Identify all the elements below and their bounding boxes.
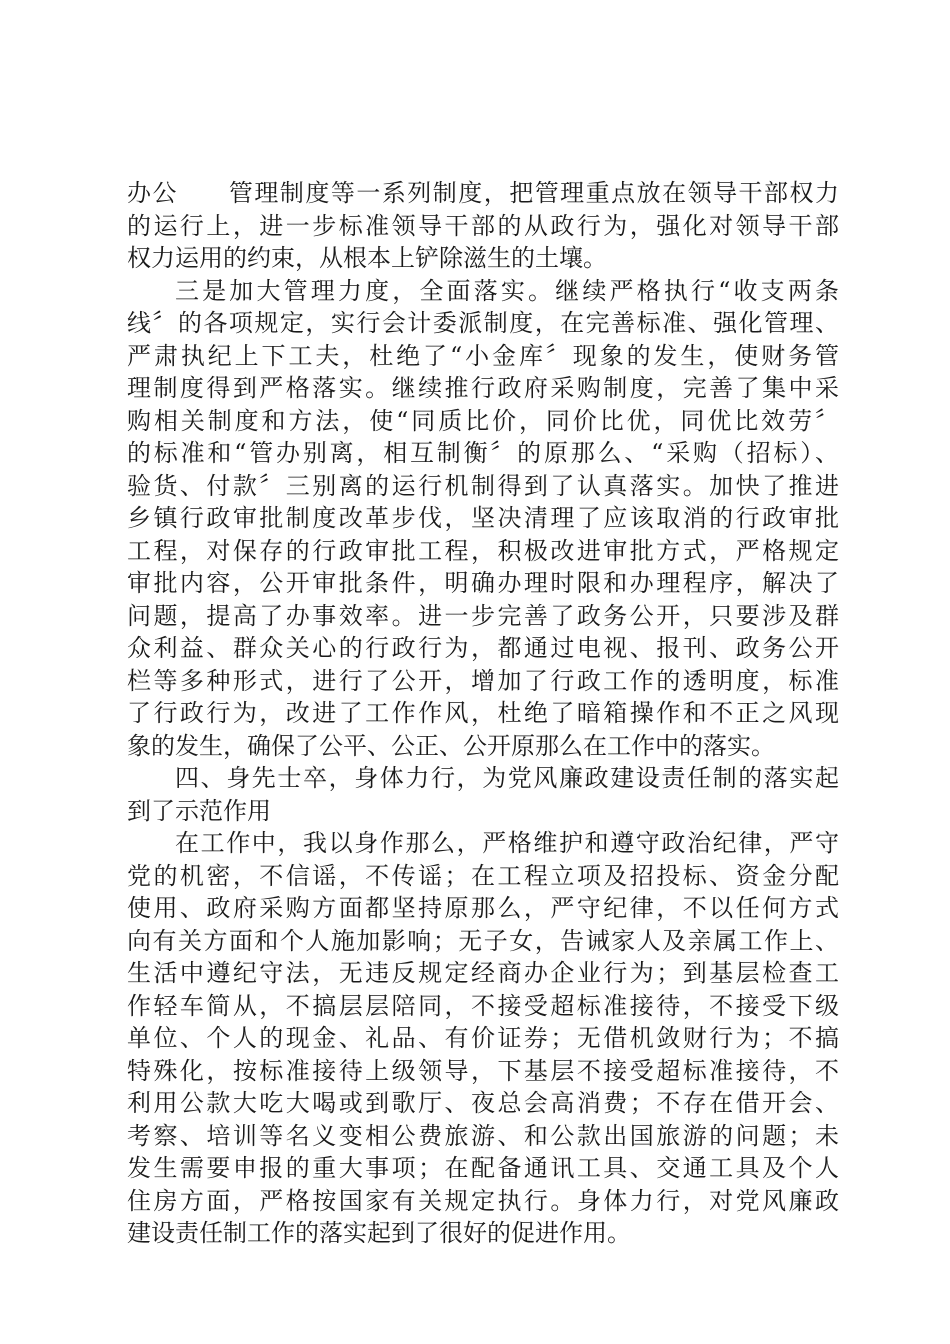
text-line: 工程，对保存的行政审批工程，积极改进审批方式，严格规定	[127, 536, 839, 565]
text-line: 使用、政府采购方面都坚持原那么，严守纪律，不以任何方式	[127, 894, 839, 922]
document-body	[127, 177, 839, 1250]
text-line: 建设责任制工作的落实起到了很好的促进作用。	[127, 1219, 631, 1247]
text-line: 理制度得到严格落实。继续推行政府采购制度，完善了集中采	[127, 374, 839, 402]
text-line: 在工作中，我以身作那么，严格维护和遵守政治纪律，严守	[175, 829, 839, 857]
text-line: 众利益、群众关心的行政行为，都通过电视、报刊、政务公开	[127, 634, 839, 662]
text-line: 问题，提高了办事效率。进一步完善了政务公开，只要涉及群	[127, 601, 839, 630]
text-line: 特殊化，按标准接待上级领导，下基层不接受超标准接待，不	[127, 1056, 839, 1085]
text-line: 发生需要申报的重大事项；在配备通讯工具、交通工具及个人	[127, 1154, 839, 1182]
text-line: 到了示范作用	[127, 796, 271, 825]
text-line: 线〞的各项规定，实行会计委派制度，在完善标准、强化管理、	[127, 309, 839, 337]
text-line: 四、身先士卒，身体力行，为党风廉政建设责任制的落实起	[175, 764, 839, 792]
text-line: 权力运用的约束，从根本上铲除滋生的土壤。	[127, 244, 607, 272]
text-line: 办公 管理制度等一系列制度，把管理重点放在领导干部权力	[127, 179, 839, 207]
text-line: 向有关方面和个人施加影响；无子女，告诫家人及亲属工作上、	[127, 926, 839, 955]
text-line: 栏等多种形式，进行了公开，增加了行政工作的透明度，标准	[127, 666, 839, 695]
text-line: 象的发生，确保了公平、公正、公开原那么在工作中的落实。	[127, 731, 775, 760]
text-line: 了行政行为，改进了工作作风，杜绝了暗箱操作和不正之风现	[127, 699, 839, 727]
text-line: 生活中遵纪守法，无违反规定经商办企业行为；到基层检查工	[127, 959, 839, 987]
text-line: 严肃执纪上下工夫，杜绝了“小金库〞现象的发生，使财务管	[127, 341, 839, 370]
text-line: 利用公款大吃大喝或到歌厅、夜总会高消费；不存在借开会、	[127, 1089, 839, 1117]
text-line: 单位、个人的现金、礼品、有价证券；无借机敛财行为；不搞	[127, 1024, 839, 1052]
text-line: 审批内容，公开审批条件，明确办理时限和办理程序，解决了	[127, 569, 839, 597]
text-line: 乡镇行政审批制度改革步伐，坚决清理了应该取消的行政审批	[127, 504, 839, 532]
text-line: 考察、培训等名义变相公费旅游、和公款出国旅游的问题；未	[127, 1121, 839, 1150]
text-line: 的标准和“管办别离，相互制衡〞的原那么、“采购（招标）、	[127, 439, 839, 467]
paragraph	[127, 275, 839, 763]
text-line: 作轻车简从，不搞层层陪同，不接受超标准接待，不接受下级	[127, 991, 839, 1020]
text-line: 购相关制度和方法，使“同质比价，同价比优，同优比效劳〞	[127, 406, 839, 435]
text-line: 党的机密，不信谣，不传谣；在工程立项及招投标、资金分配	[127, 861, 839, 890]
paragraph	[127, 827, 839, 1250]
paragraph	[127, 177, 839, 275]
text-line: 的运行上，进一步标准领导干部的从政行为，强化对领导干部	[127, 211, 839, 240]
text-line: 验货、付款〞三别离的运行机制得到了认真落实。加快了推进	[127, 471, 839, 500]
text-line: 三是加大管理力度，全面落实。继续严格执行“收支两条	[175, 276, 839, 305]
section-heading	[127, 762, 839, 827]
text-line: 住房方面，严格按国家有关规定执行。身体力行，对党风廉政	[127, 1186, 839, 1215]
